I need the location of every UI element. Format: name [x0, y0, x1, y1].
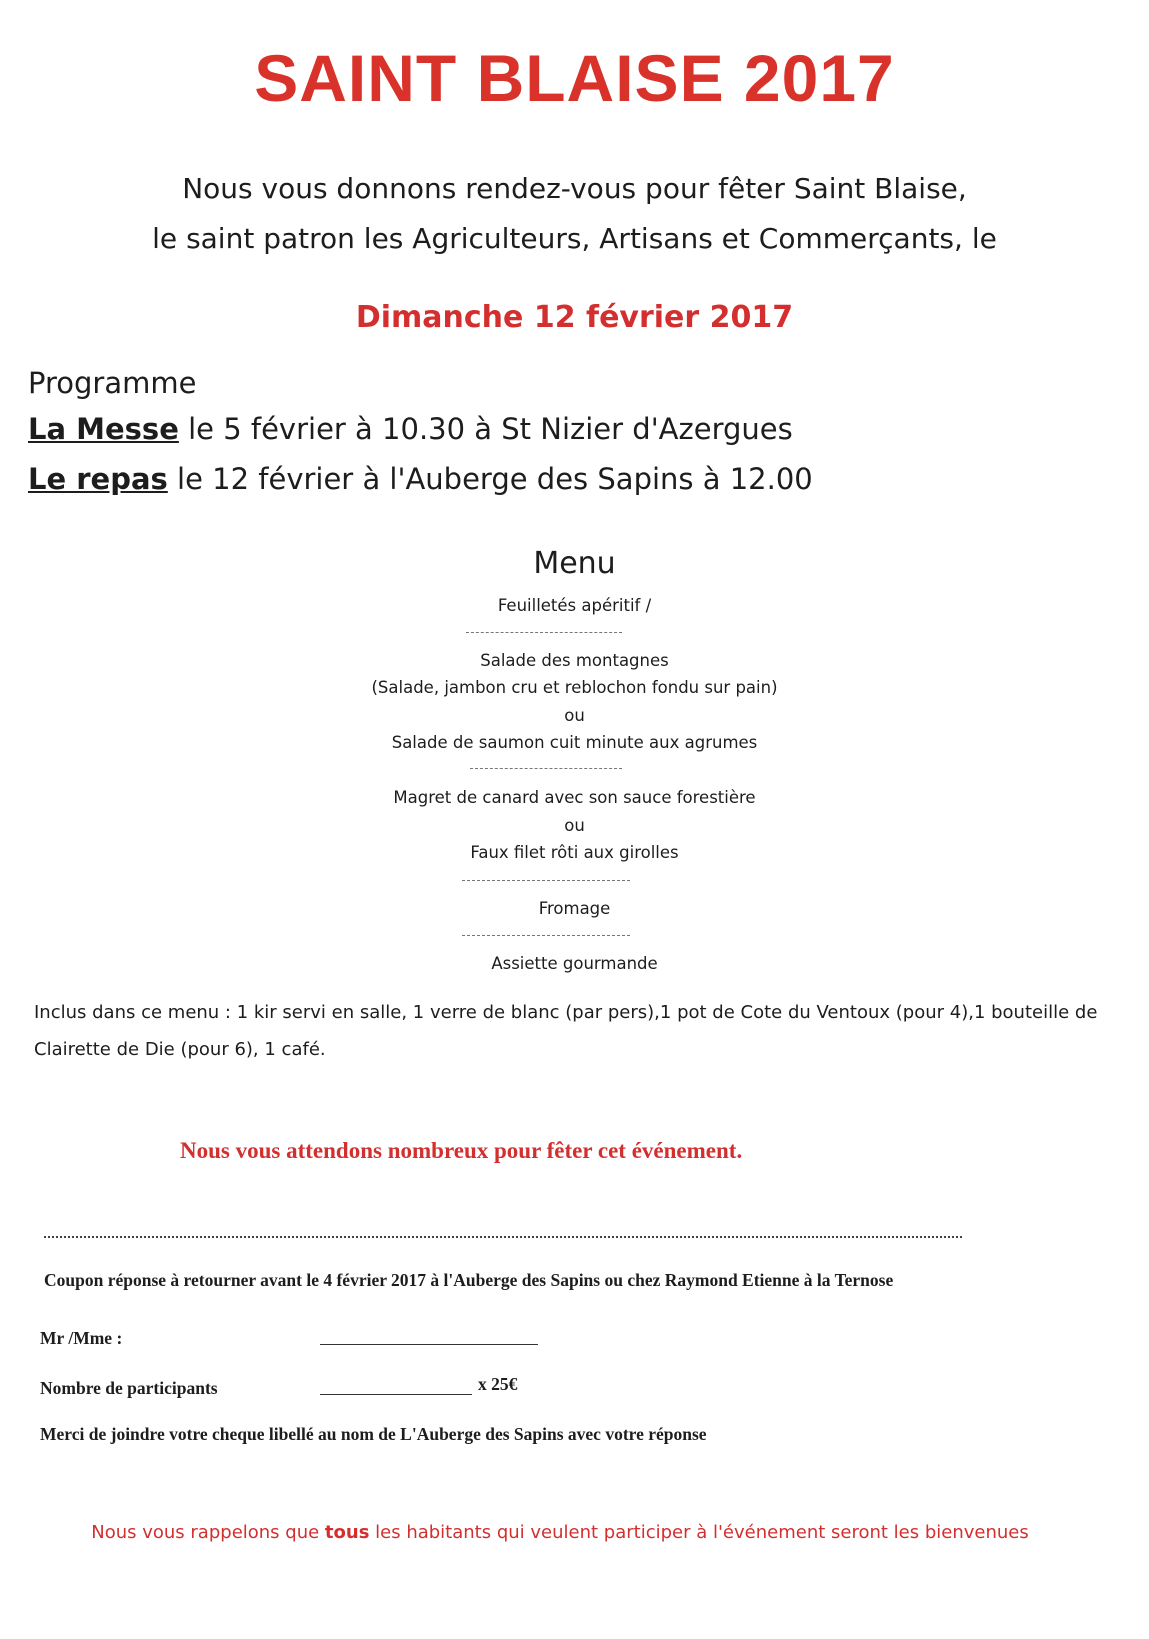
- messe-text: le 5 février à 10.30 à St Nizier d'Azergues: [178, 412, 793, 446]
- menu-separator: [470, 768, 622, 769]
- programme-messe: [28, 412, 793, 446]
- name-label: Mr /Mme :: [40, 1328, 123, 1348]
- menu-fromage: Fromage: [538, 899, 611, 918]
- messe-label: La Messe: [28, 412, 179, 446]
- reminder-emphasis: tous: [324, 1522, 370, 1543]
- participants-label: Nombre de participants: [40, 1378, 218, 1398]
- cut-line: [44, 1236, 962, 1238]
- name-field[interactable]: [320, 1344, 538, 1345]
- menu-entree-1: Salade des montagnes: [480, 651, 669, 670]
- menu-title: Menu: [533, 546, 616, 581]
- included-note: Inclus dans ce menu : 1 kir servi en salle, 1 verre de blanc (par pers),1 pot de Cote du Ventoux (pour 4),1 bouteille de Clairette de Die (pour 6), 1 café.: [34, 1002, 1098, 1060]
- menu-aperitif: Feuilletés apéritif /: [497, 596, 652, 615]
- programme-heading: Programme: [28, 366, 197, 400]
- event-date: Dimanche 12 février 2017: [355, 300, 794, 335]
- reminder-note: [0, 1522, 1120, 1543]
- coupon-instructions: Coupon réponse à retourner avant le 4 février 2017 à l'Auberge des Sapins ou chez Raymond Etienne à la Ternose: [44, 1270, 894, 1290]
- repas-text: le 12 février à l'Auberge des Sapins à 12.00: [167, 462, 813, 496]
- welcome-message: Nous vous attendons nombreux pour fêter cet événement.: [180, 1138, 743, 1163]
- participants-field[interactable]: [320, 1394, 472, 1395]
- menu-plat-1: Magret de canard avec son sauce forestière: [393, 788, 756, 807]
- menu-entree-1-detail: (Salade, jambon cru et reblochon fondu sur pain): [371, 678, 778, 697]
- menu-or: ou: [564, 706, 585, 725]
- menu-or: ou: [564, 816, 585, 835]
- menu-entree-2: Salade de saumon cuit minute aux agrumes: [391, 733, 758, 752]
- price-per-person: x 25€: [478, 1374, 518, 1394]
- cheque-note: Merci de joindre votre cheque libellé au nom de L'Auberge des Sapins avec votre réponse: [40, 1424, 707, 1444]
- menu-plat-2: Faux filet rôti aux girolles: [470, 843, 679, 862]
- reminder-after: les habitants qui veulent participer à l'événement seront les bienvenues: [369, 1522, 1029, 1543]
- menu-dessert: Assiette gourmande: [491, 954, 658, 973]
- intro-line-2: le saint patron les Agriculteurs, Artisans et Commerçants, le: [152, 222, 997, 255]
- reminder-before: Nous vous rappelons que: [91, 1522, 325, 1543]
- menu-separator: [462, 935, 630, 936]
- intro-line-1: Nous vous donnons rendez-vous pour fêter Saint Blaise,: [182, 172, 967, 205]
- programme-repas: [28, 462, 813, 496]
- repas-label: Le repas: [28, 462, 168, 496]
- menu-separator: [462, 880, 630, 881]
- page-title: SAINT BLAISE 2017: [254, 41, 895, 115]
- menu-separator: [466, 632, 622, 633]
